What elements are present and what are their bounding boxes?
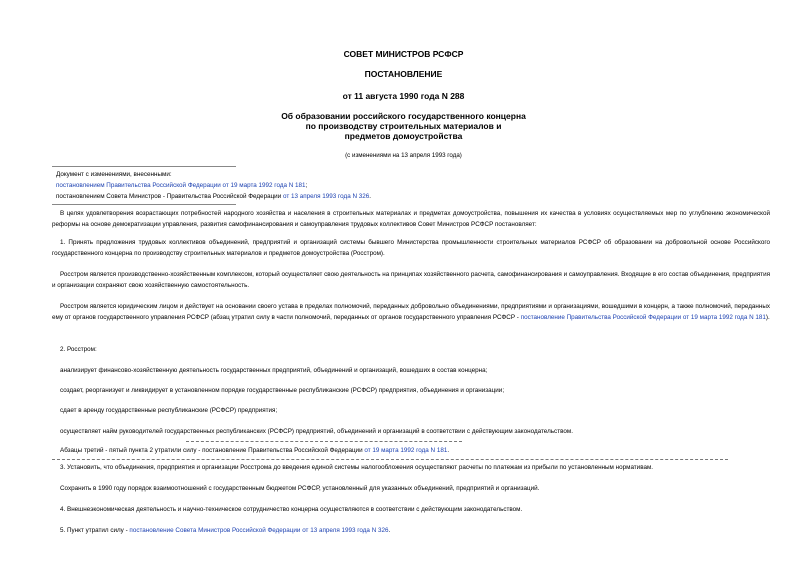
changes-item-2-suffix: . — [369, 193, 372, 200]
paragraph-3-link[interactable]: постановление Правительства Российской Федерации от 19 марта 1992 года N 181 — [520, 313, 766, 321]
section-5-suffix: . — [388, 527, 391, 534]
section-3-b: Сохранить в 1990 году порядок взаимоотношений с государственным бюджетом РСФСР, установленный для указанных объединений, предприятий и организаций. — [60, 485, 540, 492]
changes-bottom-rule — [52, 204, 236, 205]
section-2-title: 2. Росстром: — [60, 346, 97, 353]
changes-item-2 — [56, 192, 371, 202]
paragraph-2: Росстром является производственно-хозяйственным комплексом, который осуществляет свою деятельность на принципах хозяйственного расчета, самофинансирования и самоуправления. Входящие в его состав объединения, предприятия и организации сохраняют свою хозяйственную самостоятельность. — [52, 271, 770, 289]
changes-item-2-prefix: постановлением Совета Министров - Правительства Российской Федерации — [56, 193, 283, 200]
changes-item-1-suffix: ; — [305, 182, 308, 189]
doc-type-heading: ПОСТАНОВЛЕНИЕ — [364, 69, 443, 79]
section-2-note-link[interactable]: от 19 марта 1992 года N 181 — [364, 447, 448, 454]
section-5-prefix: 5. Пункт утратил силу - — [60, 527, 130, 534]
section-5-link[interactable]: постановление Совета Министров Российской Федерации от 13 апреля 1993 года N 326 — [129, 527, 389, 534]
title-line-1: Об образовании российского государственного концерна — [281, 111, 526, 121]
title-line-3: предметов домоустройства — [344, 131, 463, 141]
paragraph-3-suffix: ). — [765, 313, 770, 321]
paragraph-3-text: Росстром является юридическим лицом и действует на основании своего устава в пределах полномочий, переданных добровольно объединениями, предприятиями и организациями, вошедшими в концерн, а также полномочий, переданных ему от органов государственного управления РСФСР (абзац утратил силу в части полномочий, переданных от органов государственного управления РСФСР - — [52, 303, 770, 321]
date-number-heading: от 11 августа 1990 года N 288 — [342, 91, 465, 101]
changes-link-1[interactable]: постановлением Правительства Российской Федерации от 19 марта 1992 года N 181 — [56, 182, 306, 189]
changes-top-rule — [52, 166, 236, 167]
section-5 — [52, 526, 770, 537]
section-2-note-suffix: . — [447, 447, 450, 454]
section-2-item-3: сдает в аренду государственные республиканские (РСФСР) предприятия; — [60, 407, 278, 414]
changes-item-1 — [56, 181, 307, 191]
section-3: 3. Установить, что объединения, предприятия и организации Росстрома до введения единой системы налогообложения осуществляют расчеты по платежам из прибыли по установленным нормативам. — [60, 464, 654, 471]
changes-intro: Документ с изменениями, внесенными: — [56, 171, 172, 178]
amended-note: (с изменениями на 13 апреля 1993 года) — [345, 152, 462, 159]
section-4: 4. Внешнеэкономическая деятельность и научно-техническое сотрудничество концерна осуществляются в соответствии с действующим законодательством. — [60, 506, 523, 513]
document-title — [0, 111, 807, 141]
preamble-paragraph: В целях удовлетворения возрастающих потребностей народного хозяйства и населения в строительных материалах и предметах домоустройства, повышения их качества в условиях осуществляемых мер по углублению экономической реформы на основе демократизации управления, развития самофинансирования и самоуправления трудовых коллективов Совет Министров РСФСР постановляет: — [52, 210, 770, 228]
title-line-2: по производству строительных материалов и — [305, 121, 502, 131]
issuer-heading: СОВЕТ МИНИСТРОВ РСФСР — [343, 49, 464, 59]
section-2-item-2: создает, реорганизует и ликвидирует в установленном порядке государственные республиканские (РСФСР) предприятия, объединения и организации; — [60, 387, 505, 394]
paragraph-3 — [52, 302, 770, 323]
note-bottom-dash — [52, 459, 728, 460]
section-2-item-4: осуществляет найм руководителей государственных республиканских (РСФСР) предприятий, объединений и организаций в соответствии с действующим законодательством. — [60, 428, 573, 435]
section-2-item-1: анализирует финансово-хозяйственную деятельность государственных предприятий, объединений и организаций, вошедших в состав концерна; — [60, 367, 488, 374]
note-top-dash — [186, 441, 462, 442]
changes-link-2[interactable]: от 13 апреля 1993 года N 326 — [282, 193, 370, 200]
section-2-note-prefix: Абзацы третий - пятый пункта 2 утратили силу - постановление Правительства Российской Федерации — [60, 447, 365, 454]
section-2-note — [52, 446, 770, 457]
paragraph-1: 1. Принять предложения трудовых коллективов объединений, предприятий и организаций системы бывшего Министерства промышленности строительных материалов РСФСР об образовании на добровольной основе Российского государственного концерна по производству строительных материалов и предметов домоустройства (Росстром). — [52, 239, 770, 257]
